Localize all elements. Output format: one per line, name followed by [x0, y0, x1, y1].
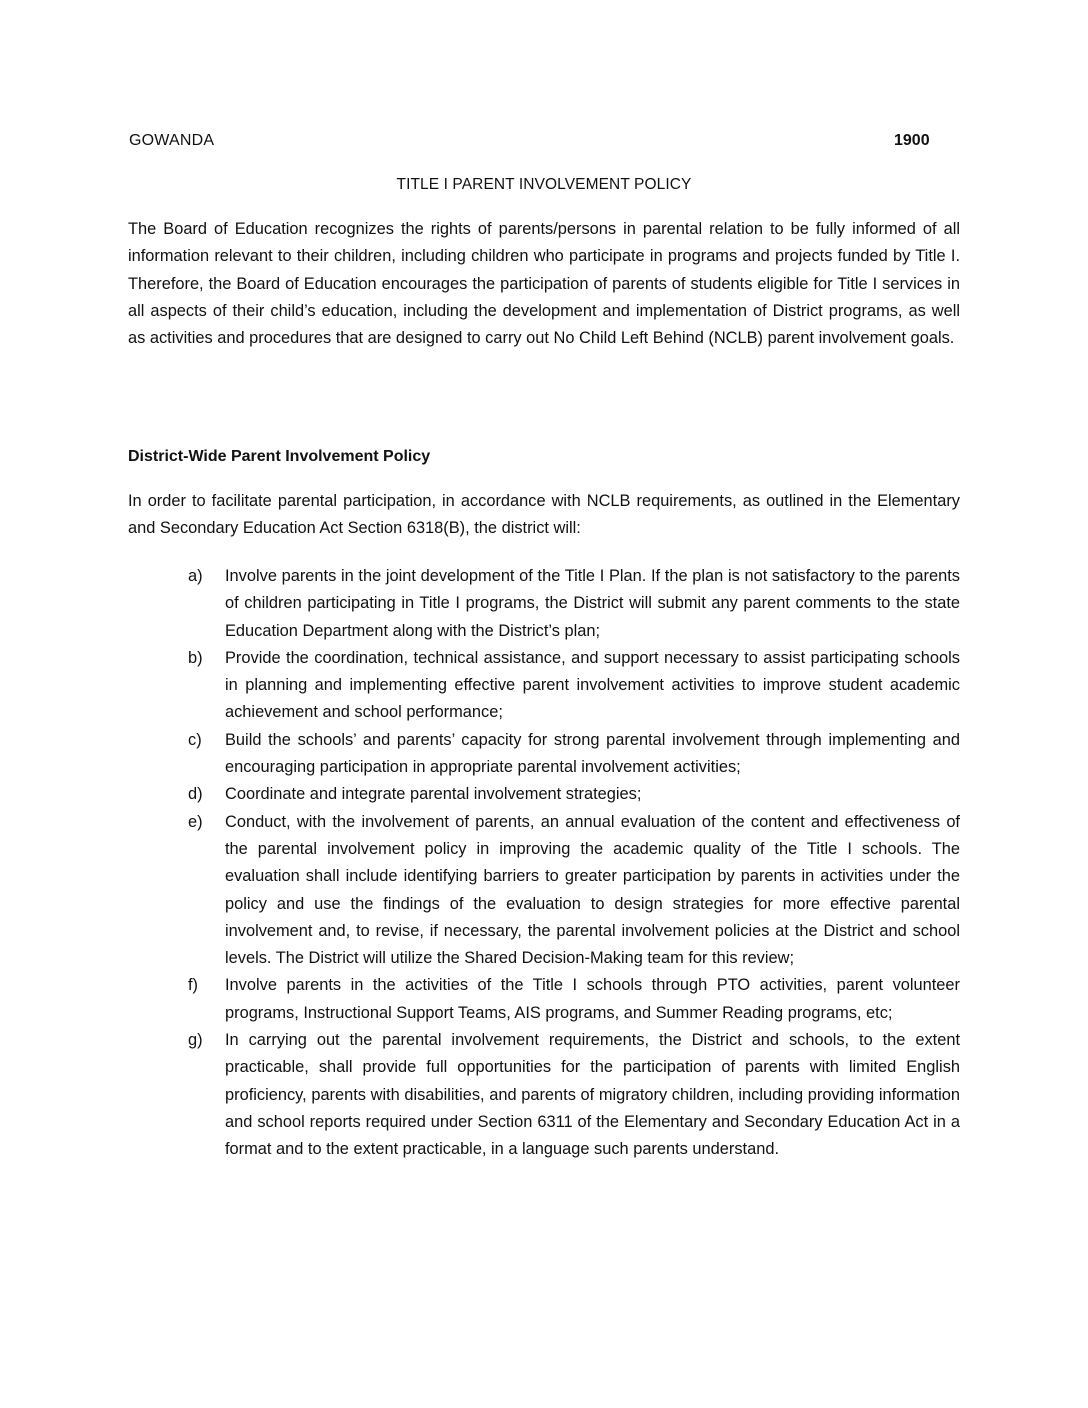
list-item-marker: d)	[188, 785, 203, 804]
policy-number: 1900	[894, 132, 930, 149]
list-item	[188, 645, 960, 727]
list-item-text: Involve parents in the joint development of the Title I Plan. If the plan is not satisfactory to the parents of children participating in Title I programs, the District will submit any parent comments to the state Education Department along with the District’s plan;	[225, 567, 960, 640]
list-item	[188, 727, 960, 782]
list-item-marker: g)	[188, 1031, 203, 1050]
list-item-text: Build the schools’ and parents’ capacity for strong parental involvement through implementing and encouraging participation in appropriate parental involvement activities;	[225, 730, 960, 777]
list-item-text: Involve parents in the activities of the Title I schools through PTO activities, parent volunteer programs, Instructional Support Teams, AIS programs, and Summer Reading programs, etc;	[225, 976, 960, 1022]
list-item	[188, 972, 960, 1027]
policy-item-list	[188, 563, 960, 1164]
list-item	[188, 1027, 960, 1163]
list-item	[188, 809, 960, 973]
list-item-marker: b)	[188, 648, 203, 667]
list-item-marker: a)	[188, 567, 203, 585]
list-item-text: Coordinate and integrate parental involvement strategies;	[225, 785, 642, 804]
intro-paragraph: The Board of Education recognizes the rights of parents/persons in parental relation to be fully informed of all information relevant to their children, including children who participate in programs and projects funded by Title I. Therefore, the Board of Education encourages the participation of parents of students eligible for Title I services in all aspects of their child’s education, including the development and implementation of District programs, as well as activities and procedures that are designed to carry out No Child Left Behind (NCLB) parent involvement goals.	[128, 220, 960, 348]
document-title: TITLE I PARENT INVOLVEMENT POLICY	[396, 176, 692, 193]
district-name: GOWANDA	[129, 132, 215, 149]
list-item-marker: e)	[188, 812, 203, 831]
list-item-text: Provide the coordination, technical assistance, and support necessary to assist participating schools in planning and implementing effective parent involvement activities to improve student academic achievement and school performance;	[225, 648, 960, 722]
section-heading: District-Wide Parent Involvement Policy	[128, 448, 431, 465]
list-item	[188, 563, 960, 645]
list-item	[188, 781, 960, 808]
list-item-text: Conduct, with the involvement of parents, an annual evaluation of the content and effectiveness of the parental involvement policy in improving the academic quality of the Title I schools. The evaluation shall include identifying barriers to greater participation by parents in activities under the policy and use the findings of the evaluation to design strategies for more effective parental involvement and, to revise, if necessary, the parental involvement policies at the District and school levels. The District will utilize the Shared Decision-Making team for this review;	[225, 812, 960, 968]
list-item-marker: c)	[188, 730, 202, 749]
list-item-text: In carrying out the parental involvement requirements, the District and schools, to the extent practicable, shall provide full opportunities for the participation of parents with limited English proficiency, parents with disabilities, and parents of migratory children, including providing information and school reports required under Section 6311 of the Elementary and Secondary Education Act in a format and to the extent practicable, in a language such parents understand.	[225, 1031, 960, 1159]
list-item-marker: f)	[188, 976, 199, 995]
section-lead-paragraph: In order to facilitate parental participation, in accordance with NCLB requirements, as outlined in the Elementary and Secondary Education Act Section 6318(B), the district will:	[128, 492, 960, 538]
